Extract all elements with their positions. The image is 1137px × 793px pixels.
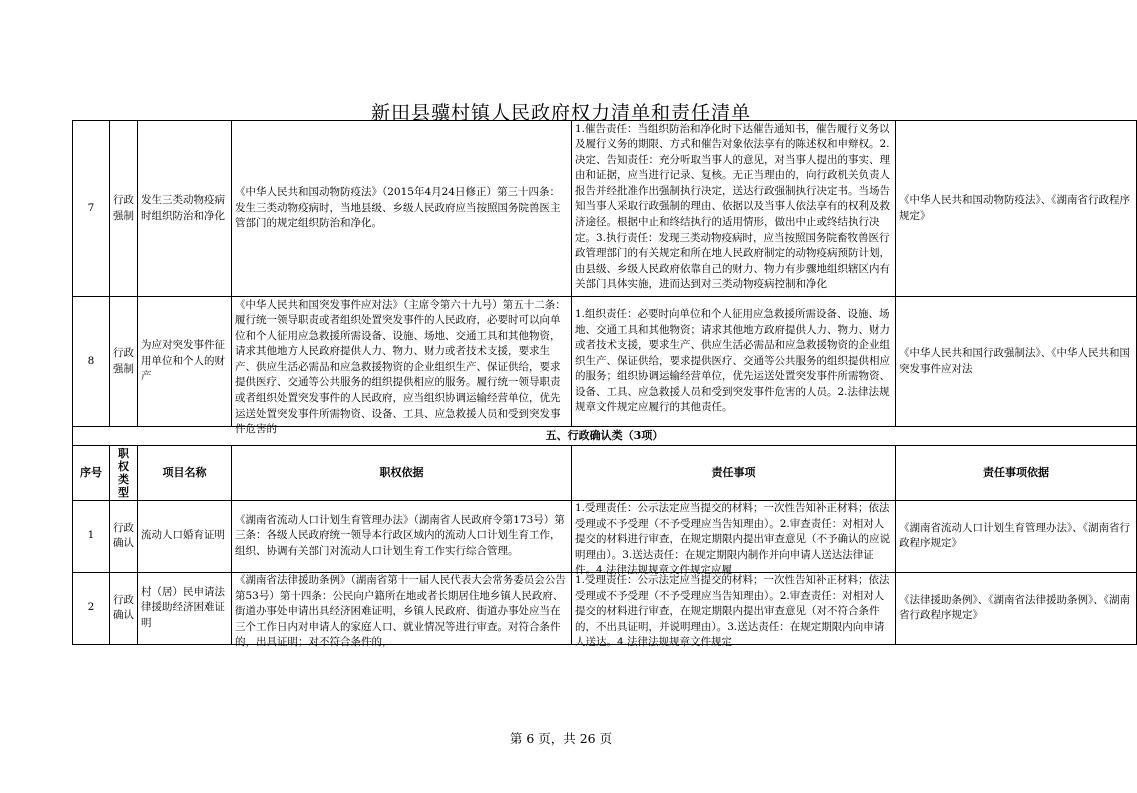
duty-basis-text: 《中华人民共和国行政强制法》、《中华人民共和国突发事件应对法 [899,346,1130,375]
power-type: 行政强制 [110,297,138,427]
header-type: 职权类型 [110,445,138,500]
duty-items [572,500,896,577]
power-basis: 《湖南省流动人口计划生育管理办法》（湖南省人民政府令第173号）第三条：各级人民政府统一领导本行政区域内的流动人口计划生育工作，组织、协调有关部门对流动人口计划生育工作实行综合管理。 [232,500,572,572]
item-name: 村（居）民申请法律援助经济困难证明 [138,572,232,644]
item-name: 为应对突发事件征用单位和个人的财产 [138,297,232,427]
duty-items [572,572,896,649]
page-footer: 第 6 页，共 26 页 [509,731,613,746]
power-type: 行政确认 [110,572,138,644]
power-basis [232,572,572,649]
table-row [73,297,1137,427]
row-number: 8 [73,297,110,427]
row-number: 7 [73,121,110,297]
duty-items-text: 1.催告责任：当组织防治和净化时下达催告通知书，催告履行义务以及履行义务的期限、方式和催告对象依法享有的陈述权和申辩权。2.决定、告知责任：充分听取当事人的意见，对当事人提出的事实、理由和证据，应当进行记录、复核。无正当理由的，向行政机关负责人报告并经批准作出强制执行决定，送达行政强制执行决定书。当场告知当事人采取行政强制的理由、依据以及当事人依法享有的权利及救济途径。根据中止和终结执行的适用情形，做出中止或终结执行决定。3.执行责任：发现三类动物疫病时，应当按照国务院畜牧兽医行政管理部门的有关规定和所在地人民政府制定的动物疫病预防计划，由县级、乡级人民政府依靠自己的财力、物力有步骤地组织辖区内有关部门具体实施，进而达到对三类动物疫病控制和净化 [575,122,890,291]
duty-items: 1.组织责任：必要时向单位和个人征用应急救援所需设备、设施、场地、交通工具和其他物资；请求其他地方政府提供人力、物力、财力或者技术支援，要求生产、供应生活必需品和应急救援物资的企业组织生产、保证供给，要求提供医疗、交通等公共服务的组织提供相应的服务；组织协调运输经营单位，优先运送处置突发事件所需物资、设备、工具、应急救援人员和受到突发事件危害的人员。2.法律法规规章文件规定应履行的其他责任。 [572,297,896,427]
duty-items-text: 1.受理责任：公示法定应当提交的材料；一次性告知补正材料；依法受理或不予受理（不予受理应当告知理由）。2.审查责任：对相对人提交的材料进行审查，在规定期限内提出审查意见（不予确认的应说明理由）。3.送达责任：在规定期限内制作并向申请人送达法律证件。4.法律法规规章文件规定应履 [575,502,890,577]
duty-basis: 《法律援助条例》、《湖南省法律援助条例》、《湖南省行政程序规定》 [896,572,1137,644]
page-title: 新田县骥村镇人民政府权力清单和责任清单 [370,102,751,124]
header-duty-basis: 责任事项依据 [896,445,1137,500]
duty-items [572,121,896,297]
duty-items-text: 1.受理责任：公示法定应当提交的材料；一次性告知补正材料；依法受理或不予受理（不予受理应当告知理由）。2.审查责任：对相对人提交的材料进行审查，在规定期限内提出审查意见（对不符合条件的，不出具证明，并说明理由）。3.送达责任：在规定期限内向申请人送达。4.法律法规规章文件规定 [575,574,890,649]
section-title: 五、行政确认类（3项） [73,427,1137,446]
row-number: 2 [73,572,110,644]
item-name: 流动人口婚育证明 [138,500,232,572]
duty-basis: 《湖南省流动人口计划生育管理办法》、《湖南省行政程序规定》 [896,500,1137,572]
table-row [73,121,1137,297]
power-basis-text: 《湖南省法律援助条例》（湖南省第十一届人民代表大会常务委员会公告第53号）第十四条：公民向户籍所在地或者长期居住地乡镇人民政府、街道办事处申请出具经济困难证明，乡镇人民政府、街道办事处应当在三个工作日内对申请人的家庭人口、就业情况等进行审查。对符合条件的，出具证明；对不符合条件的， [235,574,566,649]
power-basis-text: 《中华人民共和国突发事件应对法》（主席令第六十九号）第五十二条：履行统一领导职责或者组织处置突发事件的人民政府，必要时可以向单位和个人征用应急救援所需设备、设施、场地、交通工具和其他物资，请求其他地方人民政府提供人力、物力、财力或者技术支援，要求生产、供应生活必需品和应急救援物资的企业组织生产、保证供给，要求提供医疗、交通等公共服务的组织提供相应的服务。履行统一领导职责或者组织处置突发事件的人民政府，应当组织协调运输经营单位，优先运送处置突发事件所需物资、设备、工具、应急救援人员和受到突发事件危害的 [235,298,566,436]
power-type: 行政确认 [110,500,138,572]
power-list-table [72,120,1137,649]
table-row [73,572,1137,644]
item-name: 发生三类动物疫病时组织防治和净化 [138,121,232,297]
duty-basis [896,297,1137,427]
table-header-row [73,445,1137,500]
duty-basis: 《中华人民共和国动物防疫法》、《湖南省行政程序规定》 [896,121,1137,297]
table-row [73,500,1137,572]
row-number: 1 [73,500,110,572]
power-basis [232,297,572,436]
header-no: 序号 [73,445,110,500]
header-duty: 责任事项 [572,445,896,500]
power-basis: 《中华人民共和国动物防疫法》（2015年4月24日修正）第三十四条：发生三类动物疫病时，当地县级、乡级人民政府应当按照国务院兽医主管部门的规定组织防治和净化。 [232,121,572,297]
section-row [73,427,1137,446]
power-type: 行政强制 [110,121,138,297]
header-basis: 职权依据 [232,445,572,500]
header-name: 项目名称 [138,445,232,500]
